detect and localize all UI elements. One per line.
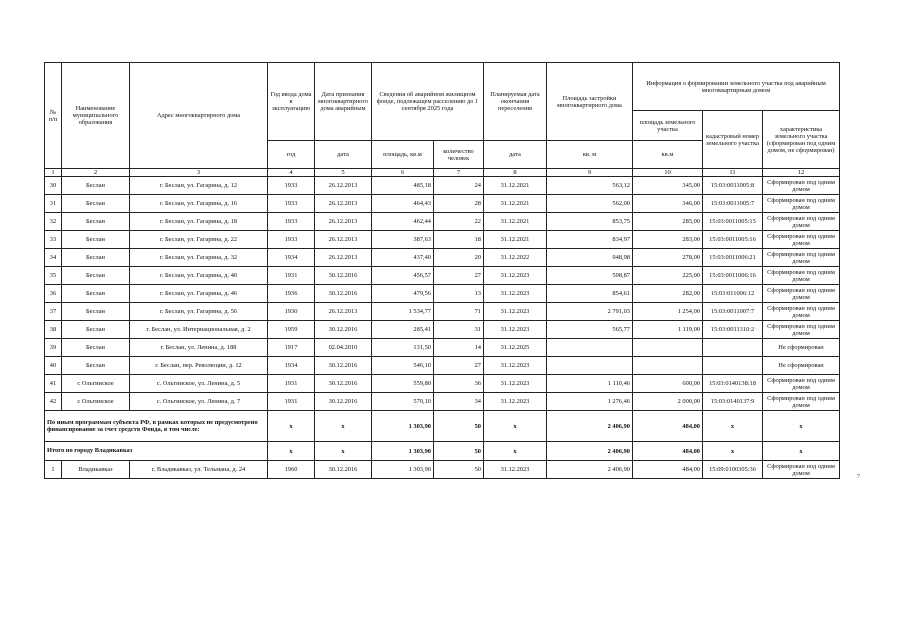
cell-cadastral: 15:03:0011007:7 — [703, 303, 763, 321]
cell-n: 36 — [45, 285, 62, 303]
table-row — [45, 461, 840, 479]
column-number: 5 — [315, 169, 372, 177]
table-row — [45, 249, 840, 267]
cell-n: 1 — [45, 461, 62, 479]
cell-year: 1960 — [268, 461, 315, 479]
table-row — [45, 267, 840, 285]
cell-municipality: Беслан — [62, 339, 130, 357]
cell-n: 34 — [45, 249, 62, 267]
cell-area: 1 303,90 — [372, 411, 434, 442]
cell-building-area: 1 110,46 — [547, 375, 633, 393]
table-row — [45, 285, 840, 303]
cell-cadastral: 15:03:0011006:21 — [703, 249, 763, 267]
cell-land-area: 225,00 — [633, 267, 703, 285]
cell-planned: x — [484, 442, 547, 461]
document-sheet — [44, 62, 840, 479]
subtotal-label: Итого по городу Владикавказ — [45, 442, 268, 461]
cell-year: 1936 — [268, 285, 315, 303]
cell-people: 50 — [434, 411, 484, 442]
cell-cadastral: 15:03:0011310:2 — [703, 321, 763, 339]
cell-land-area: 346,00 — [633, 195, 703, 213]
cell-cadastral: 15:03:0011005:15 — [703, 213, 763, 231]
cell-address: г. Беслан, ул. Гагарина, д. 12 — [130, 177, 268, 195]
cell-cadastral — [703, 339, 763, 357]
header-fund-group: Сведения об аварийном жилищном фонде, подлежащем расселению до 1 сентября 2025 года — [372, 63, 484, 141]
cell-area: 559,80 — [372, 375, 434, 393]
cell-characteristic: x — [763, 442, 840, 461]
cell-date: 26.12.2013 — [315, 177, 372, 195]
cell-year: x — [268, 442, 315, 461]
cell-municipality: Беслан — [62, 267, 130, 285]
column-number: 8 — [484, 169, 547, 177]
cell-people: 22 — [434, 213, 484, 231]
column-number: 11 — [703, 169, 763, 177]
unit-date: дата — [315, 141, 372, 169]
cell-area: 387,63 — [372, 231, 434, 249]
cell-people: 14 — [434, 339, 484, 357]
header-building-area: Площадь застройки многоквартирного дома — [547, 63, 633, 141]
cell-cadastral: 15:03:0011005:16 — [703, 231, 763, 249]
cell-people: 28 — [434, 195, 484, 213]
table-row — [45, 231, 840, 249]
cell-characteristic: Сформирован под одним домом — [763, 303, 840, 321]
cell-area: 570,10 — [372, 393, 434, 411]
cell-year: 1917 — [268, 339, 315, 357]
table-row — [45, 213, 840, 231]
unit-people: количество человек — [434, 141, 484, 169]
cell-area: 462,44 — [372, 213, 434, 231]
cell-building-area: 565,77 — [547, 321, 633, 339]
cell-date: 30.12.2016 — [315, 375, 372, 393]
cell-land-area: 278,00 — [633, 249, 703, 267]
cell-planned: 31.12.2023 — [484, 375, 547, 393]
cell-area: 479,56 — [372, 285, 434, 303]
cell-address: г. Беслан, ул. Ленина, д. 188 — [130, 339, 268, 357]
cell-date: 26.12.2013 — [315, 213, 372, 231]
cell-cadastral: 15:03:0011005:7 — [703, 195, 763, 213]
cell-address: г. Беслан, ул. Гагарина, д. 40 — [130, 267, 268, 285]
table-row — [45, 357, 840, 375]
cell-area: 1 534,77 — [372, 303, 434, 321]
cell-people: 18 — [434, 231, 484, 249]
cell-people: 71 — [434, 303, 484, 321]
cell-year: 1933 — [268, 177, 315, 195]
cell-address: г. Беслан, ул. Гагарина, д. 16 — [130, 195, 268, 213]
cell-date: 30.12.2016 — [315, 393, 372, 411]
cell-people: 36 — [434, 375, 484, 393]
cell-date: 30.12.2016 — [315, 285, 372, 303]
cell-planned: 31.12.2023 — [484, 285, 547, 303]
cell-n: 32 — [45, 213, 62, 231]
cell-planned: 31.12.2025 — [484, 339, 547, 357]
cell-characteristic: Сформирован под одним домом — [763, 285, 840, 303]
cell-cadastral: x — [703, 411, 763, 442]
cell-characteristic: x — [763, 411, 840, 442]
header-address: Адрес многоквартирного дома — [130, 63, 268, 169]
header-municipality: Наименование муниципального образования — [62, 63, 130, 169]
cell-land-area: 484,00 — [633, 461, 703, 479]
table-row — [45, 177, 840, 195]
cell-municipality: Владикавказ — [62, 461, 130, 479]
cell-municipality: Беслан — [62, 357, 130, 375]
cell-people: 50 — [434, 461, 484, 479]
cell-date: 30.12.2016 — [315, 267, 372, 285]
cell-land-area: 484,00 — [633, 442, 703, 461]
cell-land-area: 285,00 — [633, 213, 703, 231]
cell-characteristic: Сформирован под одним домом — [763, 249, 840, 267]
cell-address: г. Беслан, ул. Гагарина, д. 22 — [130, 231, 268, 249]
cell-characteristic: Сформирован под одним домом — [763, 461, 840, 479]
cell-n: 42 — [45, 393, 62, 411]
cell-year: 1934 — [268, 357, 315, 375]
cell-n: 33 — [45, 231, 62, 249]
cell-year: 1933 — [268, 195, 315, 213]
column-number: 9 — [547, 169, 633, 177]
cell-year: 1931 — [268, 393, 315, 411]
column-number: 3 — [130, 169, 268, 177]
cell-building-area: 598,87 — [547, 267, 633, 285]
cell-area: 485,18 — [372, 177, 434, 195]
header-land-group: Информация о формировании земельного участка под аварийным многоквартирным домом — [633, 63, 840, 111]
cell-planned: 31.12.2022 — [484, 249, 547, 267]
column-number: 7 — [434, 169, 484, 177]
cell-area: 456,57 — [372, 267, 434, 285]
header-year-built: Год ввода дома в эксплуатацию — [268, 63, 315, 141]
header-n: № п/п — [45, 63, 62, 169]
subtotal-label: По иным программам субъекта РФ, в рамках которых не предусмотрено финансирование за счет средств Фонда, в том числе: — [45, 411, 268, 442]
cell-people: 50 — [434, 442, 484, 461]
cell-municipality: Беслан — [62, 321, 130, 339]
column-number-row — [45, 169, 840, 177]
cell-date: 26.12.2013 — [315, 231, 372, 249]
cell-area: 464,43 — [372, 195, 434, 213]
cell-area: 1 303,90 — [372, 461, 434, 479]
cell-land-area — [633, 339, 703, 357]
cell-address: г. Беслан, пер. Революции, д. 12 — [130, 357, 268, 375]
cell-people: 20 — [434, 249, 484, 267]
table-body — [45, 177, 840, 479]
cell-land-area: 2 000,00 — [633, 393, 703, 411]
header-planned-date: Планируемая дата окончания переселения — [484, 63, 547, 141]
cell-land-area: 1 254,00 — [633, 303, 703, 321]
cell-characteristic: Не сформирован — [763, 357, 840, 375]
cell-people: 24 — [434, 177, 484, 195]
housing-table — [44, 62, 840, 479]
cell-planned: 31.12.2023 — [484, 303, 547, 321]
cell-cadastral: 15:03:0140138:18 — [703, 375, 763, 393]
cell-planned: 31.12.2023 — [484, 357, 547, 375]
table-row — [45, 375, 840, 393]
cell-characteristic: Сформирован под одним домом — [763, 213, 840, 231]
cell-n: 37 — [45, 303, 62, 321]
cell-municipality: Беслан — [62, 249, 130, 267]
cell-cadastral: 15:03:0011005:8 — [703, 177, 763, 195]
cell-building-area: 834,97 — [547, 231, 633, 249]
cell-characteristic: Сформирован под одним домом — [763, 231, 840, 249]
unit-area: площадь, кв.м — [372, 141, 434, 169]
cell-year: 1933 — [268, 231, 315, 249]
unit-land-sqm: кв.м — [633, 141, 703, 169]
column-number: 1 — [45, 169, 62, 177]
header-characteristic: характеристика земельного участка (сформирован под одним домом, не сформирован) — [763, 111, 840, 169]
cell-municipality: с Ольгинское — [62, 375, 130, 393]
cell-date: 02.04.2010 — [315, 339, 372, 357]
cell-land-area: 600,00 — [633, 375, 703, 393]
column-number: 10 — [633, 169, 703, 177]
cell-building-area: 2 406,90 — [547, 442, 633, 461]
header-date-emergency: Дата признания многоквартирного дома аварийным — [315, 63, 372, 141]
cell-planned: 31.12.2021 — [484, 231, 547, 249]
cell-building-area: 853,75 — [547, 213, 633, 231]
cell-building-area: 2 406,90 — [547, 461, 633, 479]
cell-land-area — [633, 357, 703, 375]
cell-municipality: Беслан — [62, 231, 130, 249]
table-row — [45, 321, 840, 339]
cell-land-area: 1 119,00 — [633, 321, 703, 339]
cell-cadastral: 15:09:0100305:36 — [703, 461, 763, 479]
cell-year: 1931 — [268, 267, 315, 285]
cell-area: 437,40 — [372, 249, 434, 267]
cell-building-area: 1 276,46 — [547, 393, 633, 411]
cell-planned: 31.12.2023 — [484, 461, 547, 479]
cell-people: 13 — [434, 285, 484, 303]
unit-building-sqm: кв. м — [547, 141, 633, 169]
cell-municipality: Беслан — [62, 195, 130, 213]
cell-building-area: 2 791,03 — [547, 303, 633, 321]
column-number: 12 — [763, 169, 840, 177]
cell-people: 34 — [434, 393, 484, 411]
column-number: 2 — [62, 169, 130, 177]
cell-planned: 31.12.2023 — [484, 393, 547, 411]
table-row — [45, 303, 840, 321]
cell-year: 1934 — [268, 249, 315, 267]
cell-people: 27 — [434, 357, 484, 375]
cell-characteristic: Сформирован под одним домом — [763, 177, 840, 195]
cell-date: 30.12.2016 — [315, 321, 372, 339]
cell-characteristic: Сформирован под одним домом — [763, 195, 840, 213]
cell-date: x — [315, 411, 372, 442]
cell-date: 30.12.2016 — [315, 461, 372, 479]
cell-characteristic: Сформирован под одним домом — [763, 393, 840, 411]
cell-area: 285,41 — [372, 321, 434, 339]
cell-address: г. Беслан, ул. Интернациональная, д. 2 — [130, 321, 268, 339]
cell-building-area — [547, 339, 633, 357]
header-row-1 — [45, 63, 840, 111]
header-land-area: площадь земельного участка — [633, 111, 703, 141]
cell-building-area: 563,12 — [547, 177, 633, 195]
cell-characteristic: Сформирован под одним домом — [763, 321, 840, 339]
cell-date: 30.12.2016 — [315, 357, 372, 375]
cell-characteristic: Сформирован под одним домом — [763, 375, 840, 393]
table-row — [45, 339, 840, 357]
cell-building-area: 2 406,90 — [547, 411, 633, 442]
cell-cadastral: x — [703, 442, 763, 461]
cell-date: 26.12.2013 — [315, 195, 372, 213]
column-number: 6 — [372, 169, 434, 177]
cell-n: 35 — [45, 267, 62, 285]
cell-building-area — [547, 357, 633, 375]
cell-date: x — [315, 442, 372, 461]
cell-year: 1959 — [268, 321, 315, 339]
cell-municipality: Беслан — [62, 177, 130, 195]
cell-n: 40 — [45, 357, 62, 375]
cell-address: с. Ольгинское, ул. Ленина, д. 5 — [130, 375, 268, 393]
cell-address: г. Владикавказ, ул. Тельмана, д. 24 — [130, 461, 268, 479]
cell-cadastral: 15:03:0011006:16 — [703, 267, 763, 285]
cell-n: 30 — [45, 177, 62, 195]
cell-address: г. Беслан, ул. Гагарина, д. 46 — [130, 285, 268, 303]
cell-planned: 31.12.2021 — [484, 177, 547, 195]
header-cadastral: кадастровый номер земельного участка — [703, 111, 763, 169]
cell-n: 39 — [45, 339, 62, 357]
cell-year: x — [268, 411, 315, 442]
column-number: 4 — [268, 169, 315, 177]
cell-characteristic: Сформирован под одним домом — [763, 267, 840, 285]
cell-area: 546,10 — [372, 357, 434, 375]
cell-address: г. Беслан, ул. Гагарина, д. 56 — [130, 303, 268, 321]
cell-planned: 31.12.2023 — [484, 321, 547, 339]
subtotal-row-vladikavkaz — [45, 442, 840, 461]
cell-n: 41 — [45, 375, 62, 393]
cell-people: 31 — [434, 321, 484, 339]
cell-cadastral — [703, 357, 763, 375]
cell-municipality: с Ольгинское — [62, 393, 130, 411]
cell-municipality: Беслан — [62, 213, 130, 231]
cell-land-area: 345,00 — [633, 177, 703, 195]
cell-planned: 31.12.2021 — [484, 195, 547, 213]
cell-address: г. Беслан, ул. Гагарина, д. 18 — [130, 213, 268, 231]
cell-building-area: 854,61 — [547, 285, 633, 303]
cell-municipality: Беслан — [62, 303, 130, 321]
cell-land-area: 283,00 — [633, 231, 703, 249]
cell-planned: 31.12.2023 — [484, 267, 547, 285]
cell-year: 1930 — [268, 303, 315, 321]
cell-building-area: 948,98 — [547, 249, 633, 267]
cell-municipality: Беслан — [62, 285, 130, 303]
cell-year: 1933 — [268, 213, 315, 231]
cell-land-area: 282,00 — [633, 285, 703, 303]
cell-planned: x — [484, 411, 547, 442]
cell-year: 1931 — [268, 375, 315, 393]
cell-date: 26.12.2013 — [315, 303, 372, 321]
cell-land-area: 484,00 — [633, 411, 703, 442]
corner-mark: 7 — [857, 474, 860, 480]
cell-address: г. Беслан, ул. Гагарина, д. 32 — [130, 249, 268, 267]
cell-cadastral: 15:03:011006:12 — [703, 285, 763, 303]
subtotal-row-other-programs — [45, 411, 840, 442]
cell-cadastral: 15:03:0140137:9 — [703, 393, 763, 411]
unit-year: год — [268, 141, 315, 169]
cell-building-area: 562,00 — [547, 195, 633, 213]
unit-planned-date: дата — [484, 141, 547, 169]
cell-address: с. Ольгинское, ул. Ленина, д. 7 — [130, 393, 268, 411]
cell-n: 31 — [45, 195, 62, 213]
cell-area: 1 303,90 — [372, 442, 434, 461]
table-row — [45, 195, 840, 213]
cell-area: 131,50 — [372, 339, 434, 357]
cell-characteristic: Не сформирован — [763, 339, 840, 357]
table-row — [45, 393, 840, 411]
cell-planned: 31.12.2021 — [484, 213, 547, 231]
cell-people: 27 — [434, 267, 484, 285]
cell-date: 26.12.2013 — [315, 249, 372, 267]
cell-n: 38 — [45, 321, 62, 339]
